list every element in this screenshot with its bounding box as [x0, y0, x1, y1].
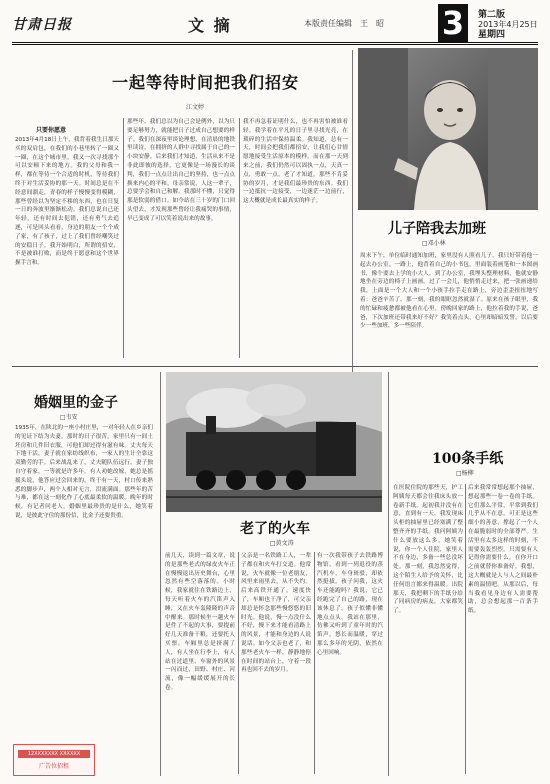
- column-divider: [314, 552, 315, 774]
- article-train-col3: 有一次我带孩子去铁路博物馆，看到一列退役的蒸汽机车，车身斑驳，却依然挺拔。孩子问我，这火车还能跑吗？我说，它已经跑完了自己的路，现在该休息了。孩子似懂非懂地点点头。我站在那里，仿佛又听到了童年时的汽笛声，悠长而温暖，穿过那么多年的光阴，依然在心里回响。: [317, 553, 383, 656]
- article-train-col1: 前几天，读到一篇文章，说的是那些老式的绿皮火车正在慢慢退出历史舞台，心里忽然有些空落落的。小时候，我家就住在铁路边上，每天听着火车的汽笛声入睡，又在火车轰隆隆的声音中醒来。那时候坐一趟火车是件了不起的大事，要提前好几天准备干粮，还要托人买票。车厢里总是挤满了人，有人坐在行李上，有人站在过道里，车窗外的风景一闪而过，田野、村庄、河流，像一幅缓缓展开的长卷。: [165, 553, 235, 691]
- article-invite-col1: 2013年4月18日上午，我背着我生日那天买的双肩包，在我们的小巷里转了一圈又一圈，在这个城市里，我又一次寻找那个可以安顿下来的地方。我的父母和我一样，都在等待一个合适的时机，等待我们终于对生活妥协的那一天。时间总是在不经意间溜走，青春的样子慢慢变得模糊，那些曾经以为坚定不移的东西，也在日复一日的奔波里渐渐松动。我们总说自己还年轻，还有时间去犯错，还有勇气去追逐，可是回头看看，身边的朋友一个个成了家，有了孩子，过上了我们曾经嘲笑过的安稳日子。我开始明白，所谓的招安，不是被谁打败，而是终于愿意和这个世界握手言和。: [15, 137, 119, 267]
- article-tips-col1: 在医院住院的那些天，护工阿姨每天都会往我床头放一卷新手纸。起初我并没有在意，直到有一天，我发现床头柜的抽屉里已经塞满了整整齐齐的手纸。我问阿姨为什么要放这么多，她笑着说，你一个人住院，家里人不在身边，多备一些总没坏处。那一刻，我忽然觉得，这个陌生人给予的关怀，比任何语言都来得温暖。出院那天，我把剩下的手纸分给了同病房的病友，大家都笑了。: [393, 485, 463, 615]
- headline-boy: 儿子陪我去加班: [388, 221, 486, 237]
- byline-mother: □韦安: [60, 414, 78, 421]
- article-tips-col2: 后来我常常想起那个抽屉，想起那些一卷一卷的手纸。它们那么平常，平常到我们几乎从不在意，可正是这些细小的善意，撑起了一个人在最脆弱时的全部尊严。生活里有太多这样的时刻，不需要轰轰烈烈，只需要有人记得你需要什么，在你开口之前就替你准备好。我想，这大概就是人与人之间最朴素的温情吧。从那以后，每当我看见身边有人需要帮助，总会想起那一百条手纸。: [468, 485, 538, 615]
- article-invite-col2: 那些年，我们总以为自己会是例外，以为只要足够努力，就能把日子过成自己想要的样子。我们在深夜里谈论理想，在清晨的地铁里读诗，在拥挤的人群中寻找属于自己的一小块安静。后来我们才知道，生活从来不是非此即彼的选择，它更像是一场漫长的谈判，我们一点点让出自己的坚持，也一点点换来内心的平和。母亲常说，人这一辈子，总要学会和自己和解。我那时不懂，只觉得那是软弱的借口。如今站在三十岁的门口回头望去，才发现那些曾经让我痛哭的事情，早已变成了可以笑着说出来的故事。: [127, 119, 235, 222]
- advert-stamp-text: 广告位招租: [38, 763, 69, 770]
- byline-train: □黄文涛: [270, 540, 294, 547]
- column-divider: [160, 372, 161, 776]
- column-divider: [388, 372, 389, 776]
- headline-mother: 婚姻里的金子: [34, 395, 118, 411]
- column-divider: [352, 50, 353, 372]
- article-boy-body: 周末下午，单位临时通知加班，家里没有人照看儿子，我只好带着他一起去办公室。一路上，他背着自己的小书包，里面装着画笔和一本图画书，像个要去上学的小大人。到了办公室，我埋头整理材料，他就安静地坐在旁边的椅子上画画。过了一会儿，他悄悄走过来，把一张画递给我，上面是一个大人和一个小孩手拉手走在路上，旁边歪歪扭扭地写着：爸爸辛苦了。那一刻，我的眼眶忽然就湿了。原来在孩子眼里，我的忙碌和疲惫都被他看在心里。傍晚回家的路上，他拉着我的手说，爸爸，下次加班还带我来好不好？我笑着点头，心里却暗暗发誓，以后要少一些加班，多一些陪伴。: [360, 253, 538, 330]
- boy-photo: [358, 48, 538, 210]
- masthead: [12, 4, 538, 42]
- byline-invite: 江文婷: [186, 104, 205, 111]
- masthead-rule: [12, 42, 538, 43]
- byline-tips: □杨柳: [456, 470, 474, 477]
- page-number: 3: [438, 4, 468, 42]
- subhead-invite: 只要你愿意: [36, 127, 67, 134]
- headline-invite: 一起等待时间把我们招安: [112, 73, 300, 92]
- advert-stamp-bar: 12XXXXXXX XXXXXX: [18, 750, 90, 758]
- headline-train: 老了的火车: [240, 521, 310, 537]
- advert-stamp: [13, 744, 95, 776]
- masthead-rule-thin: [12, 44, 538, 45]
- column-divider: [123, 118, 124, 358]
- section-title: 文 摘: [188, 16, 232, 35]
- train-photo: [166, 372, 382, 512]
- issue-info: [478, 10, 538, 40]
- column-divider: [238, 552, 239, 774]
- section-divider: [12, 366, 538, 367]
- article-mother-body: 1935年，在陕北的一座小村庄里，一对年轻人在乡亲们的见证下结为夫妻。那时的日子很苦，家里只有一间土坯房和几件旧衣服，可他们却过得有滋有味。丈夫每天下地干活，妻子就在家纺线织布，一家人的生计全靠这双勤劳的手。后来战乱来了，丈夫随队伍远行，妻子独自守着家，一等就是许多年。有人劝她改嫁，她总是摇摇头说，他答应过会回来的。终于有一天，村口传来熟悉的脚步声，两个人相对无言，泪流满面。那些年的苦与难，都在这一刻化作了心底最柔软的温暖。晚年的时候，有记者问老人，婚姻里最珍贵的是什么，她笑着说，是彼此守住的那份信，比金子还要贵重。: [15, 425, 153, 519]
- responsible-editor: 本版责任编辑 王 昭: [304, 19, 384, 28]
- train-photo-illustration: [166, 372, 382, 512]
- headline-tips: 100条手纸: [432, 451, 504, 467]
- boy-photo-illustration: [358, 48, 538, 210]
- byline-boy: □邓小林: [422, 240, 446, 247]
- column-divider: [239, 118, 240, 358]
- article-invite-col3: 我不再急着证明什么，也不再害怕被谁看轻。我学着在平凡的日子里寻找光亮，在琐碎的生活中保持温柔。我知道，总有一天，时间会把我们都招安，让我们心甘情愿地接受生活原本的模样。而在那一天到来之前，我们仍然可以固执一点，天真一点，勇敢一点。老了才知道，那些不肯妥协的岁月，才是我们最珍贵的东西。我们一边抵抗一边接受，一边迷茫一边前行，这大概就是成长最真实的样子。: [243, 119, 348, 205]
- edition-label: 第二版: [478, 10, 506, 20]
- column-divider: [465, 484, 466, 774]
- article-train-col2: 父亲是一名铁路工人，一辈子都在和火车打交道。他常说，火车就像一位老朋友，风里来雨里去，从不失约。后来高铁开通了，速度快了，车厢也干净了，可父亲却总是怀念那些慢悠悠的旧时光。他说，慢一点没什么不好，慢下来才能看清路上的风景，才能和身边的人说说话。如今父亲也老了，和那些老火车一样，静静地停在时间的站台上，守着一段再也回不去的岁月。: [241, 553, 311, 674]
- paper-name: 甘肃日报: [12, 17, 72, 33]
- issue-weekday: 星期四: [478, 30, 506, 40]
- issue-date: 2013年4月25日: [478, 20, 538, 29]
